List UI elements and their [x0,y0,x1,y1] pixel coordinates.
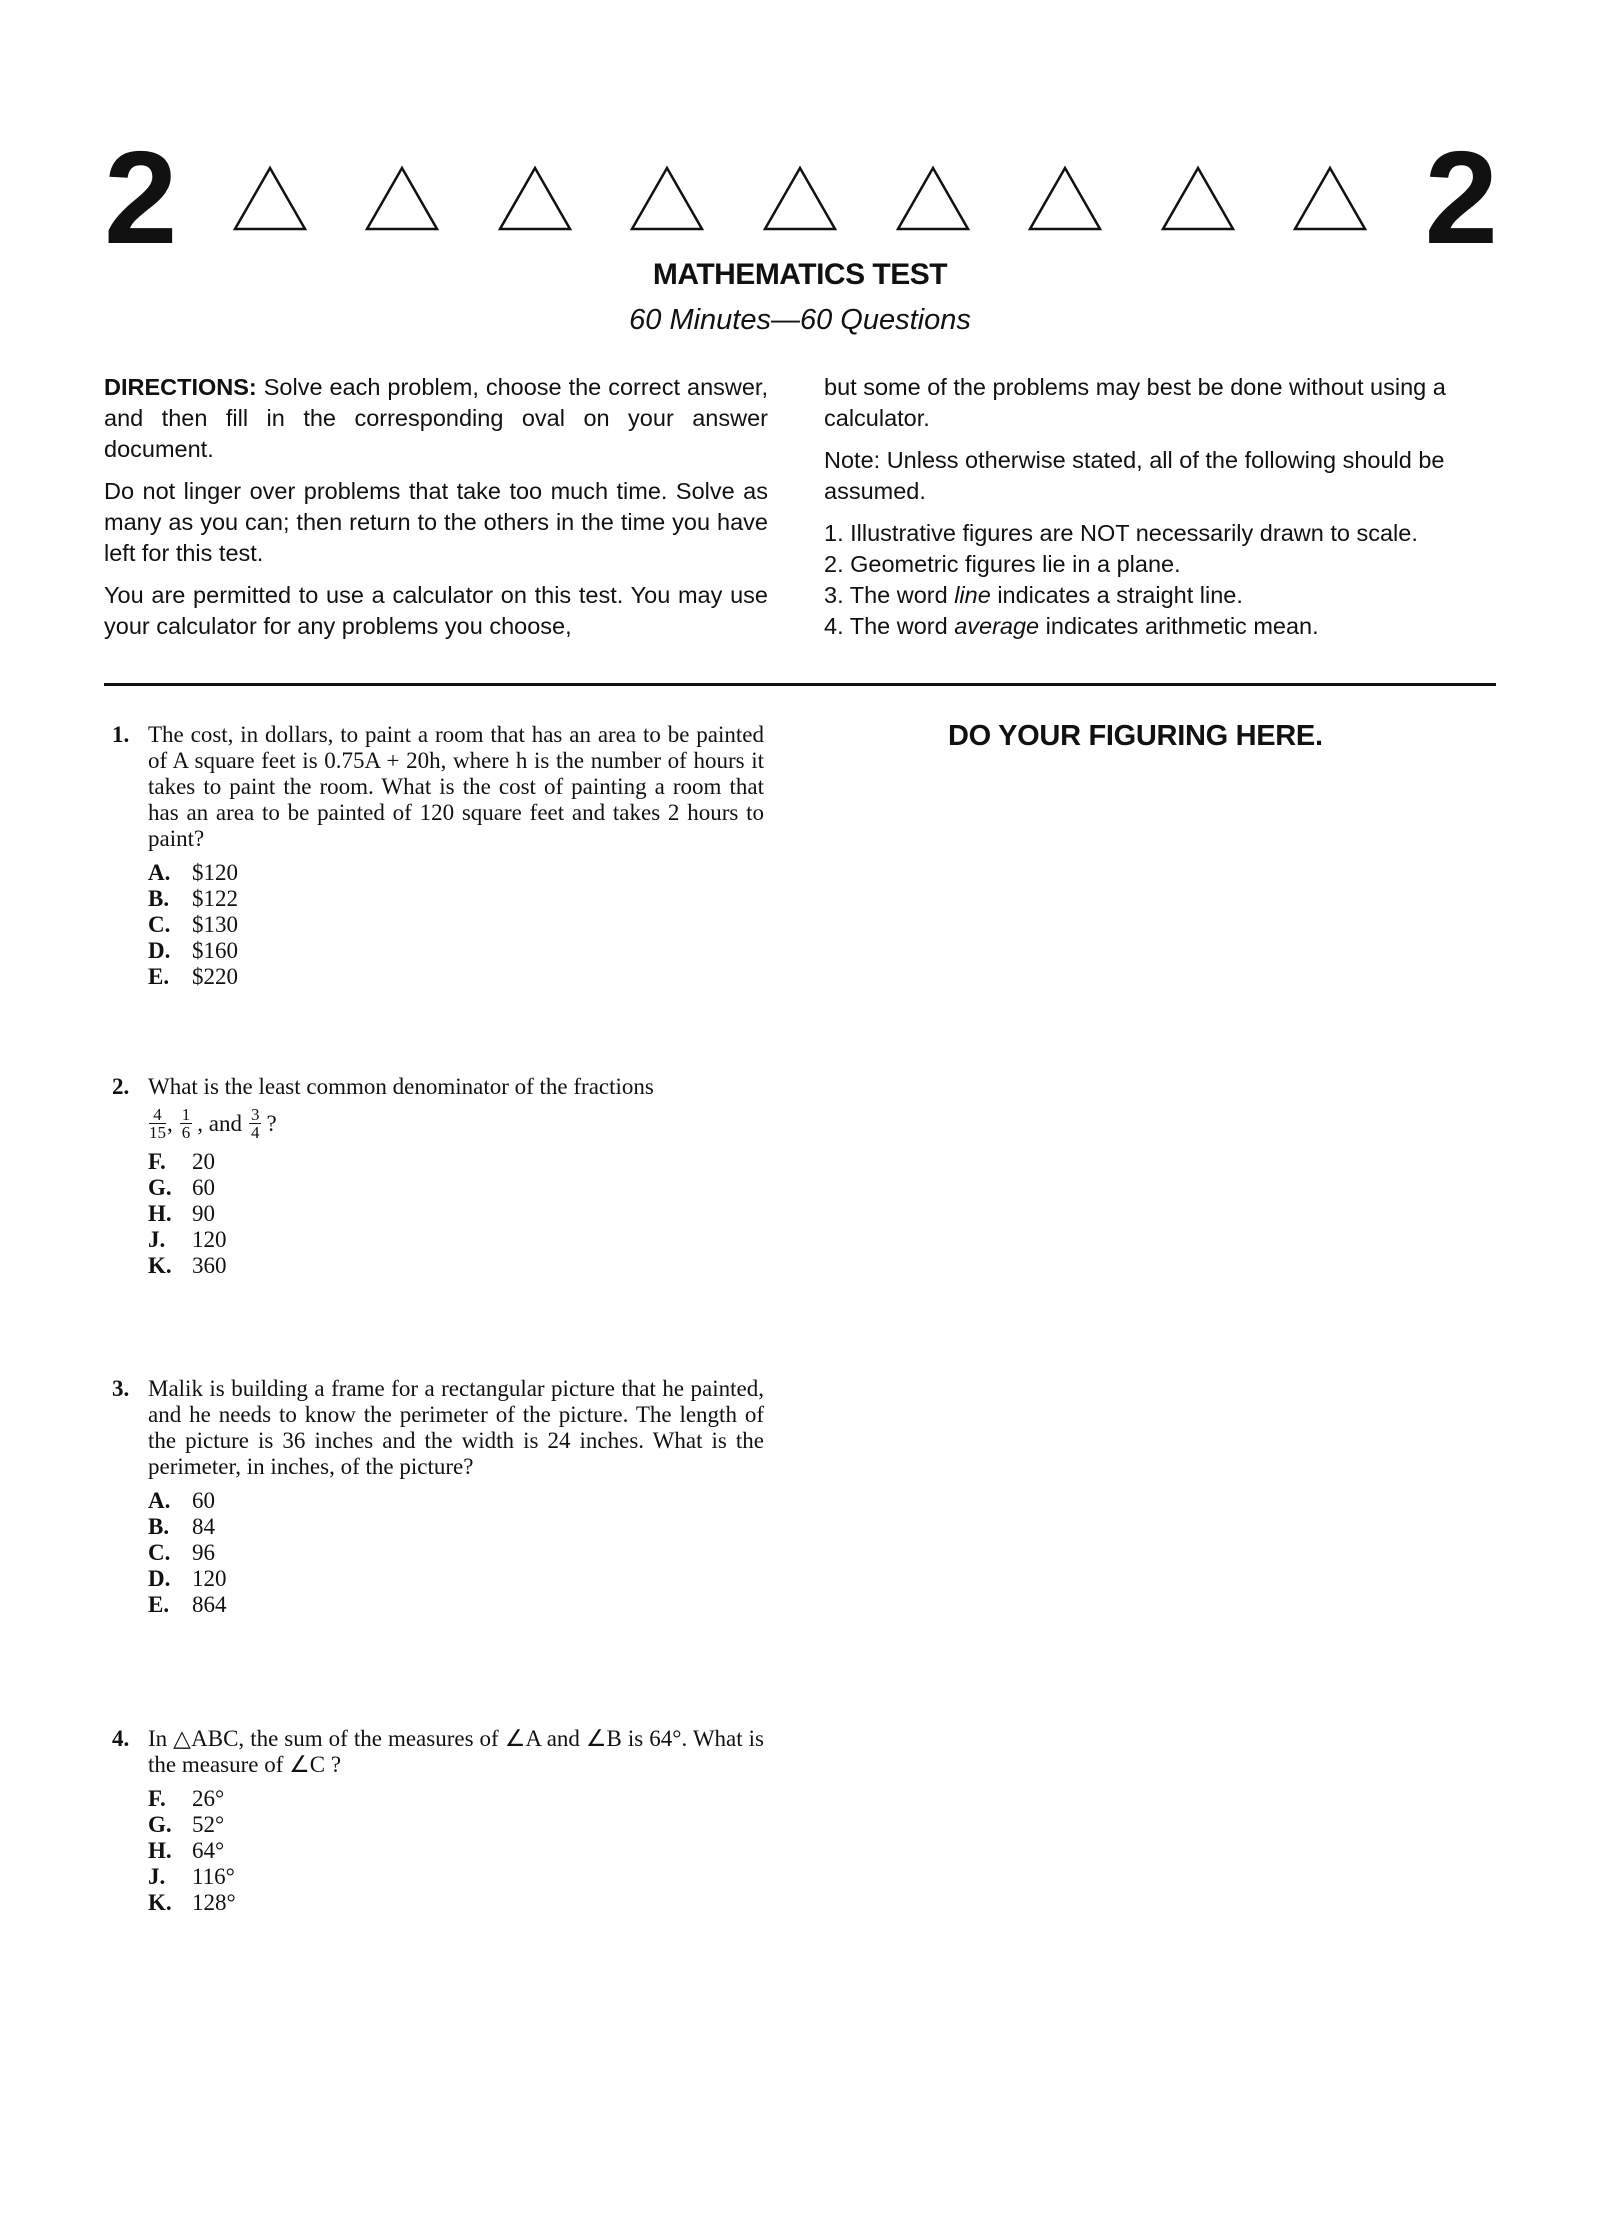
triangle-icon [1027,164,1103,232]
assumption-item: 3. The word line indicates a straight line. [824,582,1243,608]
answer-choice[interactable]: B. $122 [148,886,238,911]
fraction: $\frac{3}{4}$ [250,1105,260,1142]
question-4 [112,1726,764,1916]
fraction: $\frac{1}{6}$ [181,1105,191,1142]
answer-choice[interactable]: F. 26° [148,1786,225,1811]
question-stem: The cost, in dollars, to paint a room that has an area to be painted of A square feet is 0.75A + 20h, where h is the number of hours it takes to paint the room. What is the cost of painting a room that has an area to be painted of 120 square feet and takes 2 hours to paint? [148,722,764,851]
question-1 [112,722,764,990]
answer-choice[interactable]: G. 52° [148,1812,225,1837]
assumption-item: 1. Illustrative figures are NOT necessarily drawn to scale. [824,520,1418,546]
question-number: 3. [112,1376,130,1401]
question-number: 2. [112,1074,130,1099]
answer-choice[interactable]: D. $160 [148,938,238,963]
triangle-icon [762,164,838,232]
directions-paragraph: You are permitted to use a calculator on this test. You may use your calculator for any problems you choose, [104,582,768,639]
answer-choice[interactable]: K. 128° [148,1890,236,1915]
directions-note: Note: Unless otherwise stated, all of the following should be assumed. [824,447,1445,504]
assumption-item: 2. Geometric figures lie in a plane. [824,551,1181,577]
answer-choices [148,1786,764,1916]
triangle-icon [232,164,308,232]
answer-choice[interactable]: A. 60 [148,1488,215,1513]
triangle-icon [1160,164,1236,232]
triangle-icon [364,164,440,232]
question-stem: Malik is building a frame for a rectangular picture that he painted, and he needs to know the perimeter of the picture. The length of the picture is 36 inches and the width is 24 inches. What is the perimeter, in inches, of the picture? [148,1376,764,1479]
directions-left-column [104,372,768,642]
answer-choice[interactable]: C. 96 [148,1540,215,1565]
figuring-label: DO YOUR FIGURING HERE. [948,720,1323,752]
section-number-right: 2 [1424,124,1496,271]
answer-choice[interactable]: H. 64° [148,1838,225,1863]
assumptions-list [824,518,1488,642]
directions-right-column [824,372,1488,642]
directions-paragraph: Do not linger over problems that take too much time. Solve as many as you can; then return to the others in the time you have left for this test. [104,478,768,566]
question-number: 1. [112,722,130,747]
answer-choice[interactable]: K. 360 [148,1253,227,1278]
answer-choice[interactable]: J. 116° [148,1864,235,1889]
triangle-icon [1292,164,1368,232]
answer-choice[interactable]: E. $220 [148,964,238,989]
section-divider [104,683,1496,686]
triangle-icon [895,164,971,232]
answer-choices [148,1149,764,1279]
test-subtitle: 60 Minutes—60 Questions [629,304,971,336]
directions-label: DIRECTIONS: [104,374,257,400]
question-stem: What is the least common denominator of the fractions [148,1074,654,1099]
answer-choices [148,1488,764,1618]
question-2 [112,1074,764,1279]
triangle-icon [497,164,573,232]
section-header [104,124,1496,271]
question-3 [112,1376,764,1618]
answer-choice[interactable]: A. $120 [148,860,238,885]
directions-paragraph: but some of the problems may best be done without using a calculator. [824,374,1446,431]
answer-choice[interactable]: B. 84 [148,1514,215,1539]
question-stem: In △ABC, the sum of the measures of ∠A and ∠B is 64°. What is the measure of ∠C ? [148,1726,764,1777]
fraction-list: $\frac{4}{15}$ , $\frac{1}{6}$ , and $\frac{3}{4}$ ? [149,1105,277,1142]
answer-choice[interactable]: D. 120 [148,1566,227,1591]
fraction: $\frac{4}{15}$ [149,1105,166,1142]
assumption-item: 4. The word average indicates arithmetic mean. [824,613,1319,639]
answer-choice[interactable]: E. 864 [148,1592,227,1617]
answer-choice[interactable]: H. 90 [148,1201,215,1226]
answer-choice[interactable]: J. 120 [148,1227,227,1252]
directions-paragraph: DIRECTIONS: Solve each problem, choose the correct answer, and then fill in the corresponding oval on your answer document. [104,374,768,462]
answer-choice[interactable]: F. 20 [148,1149,215,1174]
answer-choice[interactable]: G. 60 [148,1175,215,1200]
triangle-icon [629,164,705,232]
answer-choices [148,860,764,990]
answer-choice[interactable]: C. $130 [148,912,238,937]
test-title: MATHEMATICS TEST [652,258,948,291]
section-number-left: 2 [104,124,176,271]
question-number: 4. [112,1726,130,1751]
